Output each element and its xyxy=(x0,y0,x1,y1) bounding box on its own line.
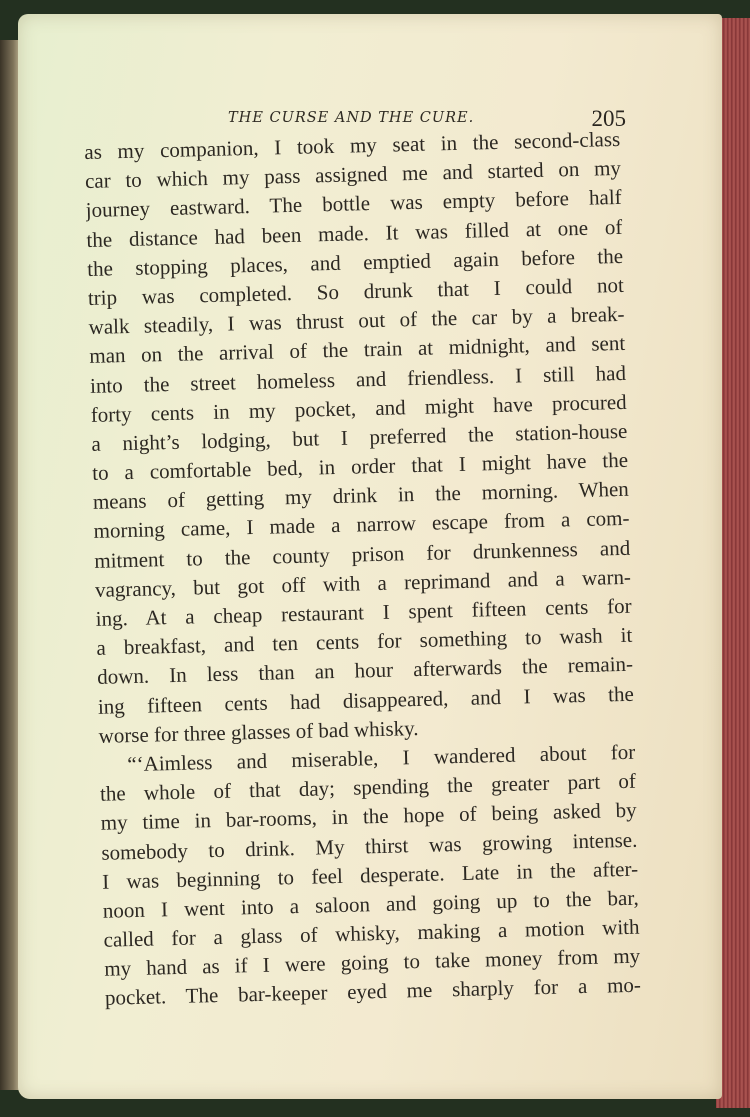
text-line: to a comfortable bed, in order that I might have the xyxy=(91,447,629,485)
text-line: trip was completed. So drunk that I could not xyxy=(87,272,625,310)
text-line: the stopping places, and emptied again before the xyxy=(86,243,624,281)
text-line: ing fifteen cents had disappeared, and I was the xyxy=(97,681,635,719)
text-line: vagrancy, but got off with a reprimand and a warn- xyxy=(94,564,632,602)
text-line: the distance had been made. It was filled at one of xyxy=(86,214,623,252)
page-number: 205 xyxy=(591,106,626,131)
text-line: pocket. The bar-keeper eyed me sharply for a mo- xyxy=(104,973,642,1011)
text-line: down. In less than an hour afterwards the remain- xyxy=(96,652,634,690)
text-line: forty cents in my pocket, and might have procured xyxy=(90,389,627,427)
text-line: morning came, I made a narrow escape from a com- xyxy=(93,506,630,544)
text-line: means of getting my drink in the morning. When xyxy=(92,477,630,515)
text-line: a night’s lodging, but I preferred the station-house xyxy=(91,418,628,456)
text-line: journey eastward. The bottle was empty before half xyxy=(85,185,622,223)
text-line: car to which my pass assigned me and started on my xyxy=(84,156,622,194)
text-line: walk steadily, I was thrust out of the car by a break- xyxy=(88,301,625,340)
text-line: mitment to the county prison for drunkenness and xyxy=(94,535,631,573)
text-line: into the street homeless and friendless. I still had xyxy=(89,360,627,398)
text-line: worse for three glasses of bad whisky. xyxy=(98,715,419,748)
text-line: as my companion, I took my seat in the second-class xyxy=(84,126,621,164)
text-line: man on the arrival of the train at midnight, and sent xyxy=(89,331,626,369)
text-line: noon I went into a saloon and going up to the bar, xyxy=(102,885,640,923)
text-line: my hand as if I were going to take money from my xyxy=(104,943,641,981)
text-line: the whole of that day; spending the greater part of xyxy=(99,768,637,806)
text-line: a breakfast, and ten cents for something to wash it xyxy=(96,622,633,661)
running-title: THE CURSE AND THE CURE. xyxy=(228,110,475,126)
text-line: somebody to drink. My thirst was growing intense. xyxy=(101,827,638,865)
text-line: I was beginning to feel desperate. Late in the after- xyxy=(101,856,639,894)
text-line: “‘Aimless and miserable, I wandered about for xyxy=(127,739,636,777)
text-line: my time in bar-rooms, in the hope of being asked by xyxy=(100,798,637,836)
text-line: called for a glass of whisky, making a motion with xyxy=(103,914,640,952)
body-text xyxy=(84,125,641,1013)
text-line: ing. At a cheap restaurant I spent fifteen cents for xyxy=(95,593,632,631)
